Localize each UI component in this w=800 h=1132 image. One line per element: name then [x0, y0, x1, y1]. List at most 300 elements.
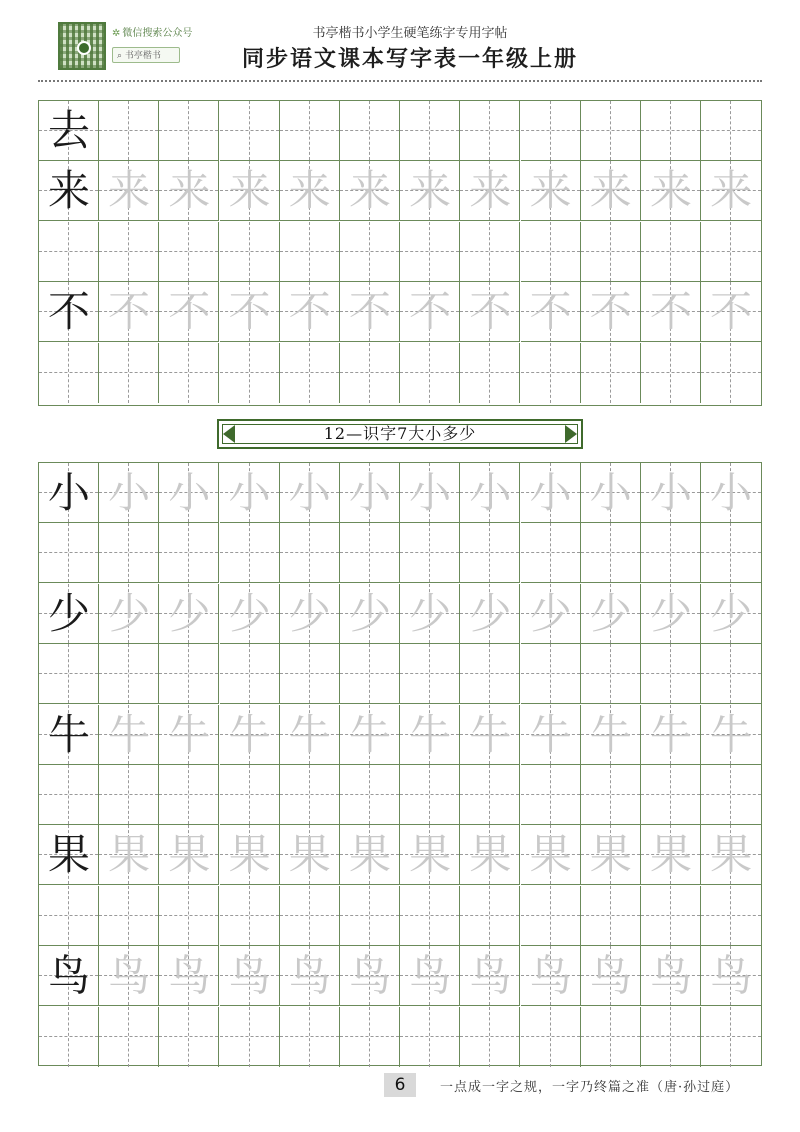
model-cell: [39, 463, 99, 523]
model-character: [39, 765, 99, 825]
trace-character: 不: [288, 287, 331, 337]
trace-cell: [581, 886, 641, 946]
trace-cell: [280, 584, 340, 644]
trace-character: [340, 523, 400, 583]
trace-cell: [99, 765, 159, 825]
trace-cell: [99, 222, 159, 282]
trace-cell: [701, 644, 761, 704]
trace-character: 牛: [529, 709, 572, 759]
trace-character: 鸟: [288, 951, 331, 1001]
trace-character: 来: [409, 166, 452, 216]
trace-character: [340, 644, 400, 704]
trace-cell: [400, 946, 460, 1006]
trace-character: 牛: [409, 709, 452, 759]
trace-character: [581, 343, 641, 403]
trace-cell: [340, 282, 400, 342]
trace-character: [220, 101, 280, 161]
trace-cell: [340, 946, 400, 1006]
trace-cell: [400, 463, 460, 523]
trace-character: [400, 343, 460, 403]
trace-character: 少: [589, 588, 632, 638]
trace-cell: [521, 1007, 581, 1067]
trace-character: 鸟: [409, 951, 452, 1001]
trace-character: 来: [348, 166, 391, 216]
trace-character: [521, 886, 581, 946]
trace-cell: [460, 343, 520, 403]
trace-character: 不: [589, 287, 632, 337]
trace-character: 牛: [108, 709, 151, 759]
practice-row: [39, 825, 761, 885]
trace-cell: [280, 946, 340, 1006]
trace-cell: [220, 282, 280, 342]
trace-cell: [641, 463, 701, 523]
trace-character: [220, 343, 280, 403]
trace-character: 鸟: [108, 951, 151, 1001]
model-cell: [39, 222, 99, 282]
model-character: 去: [47, 106, 90, 155]
trace-character: 来: [710, 166, 753, 216]
trace-character: [280, 886, 340, 946]
trace-character: [159, 644, 219, 704]
trace-cell: [220, 463, 280, 523]
trace-cell: [340, 705, 400, 765]
trace-cell: [701, 523, 761, 583]
trace-character: [220, 222, 280, 282]
trace-cell: [280, 161, 340, 221]
trace-cell: [641, 1007, 701, 1067]
model-cell: [39, 705, 99, 765]
trace-character: [701, 222, 761, 282]
trace-character: 少: [649, 588, 692, 638]
trace-cell: [220, 644, 280, 704]
trace-character: [400, 1007, 460, 1067]
trace-cell: [581, 765, 641, 825]
trace-character: [159, 343, 219, 403]
trace-cell: [159, 101, 219, 161]
page-subtitle: 书亭楷书小学生硬笔练字专用字帖: [312, 26, 508, 41]
trace-cell: [280, 886, 340, 946]
trace-character: [701, 343, 761, 403]
trace-cell: [220, 222, 280, 282]
practice-grid-2: [38, 462, 762, 1066]
trace-cell: [460, 946, 520, 1006]
trace-cell: [220, 825, 280, 885]
trace-character: 小: [228, 468, 271, 517]
trace-character: [581, 101, 641, 161]
trace-character: [99, 1007, 159, 1067]
lesson-title: 12—识字7大小多少: [323, 424, 477, 443]
trace-character: [400, 222, 460, 282]
trace-character: 来: [589, 166, 632, 216]
model-cell: [39, 343, 99, 403]
trace-cell: [280, 523, 340, 583]
trace-character: [641, 886, 701, 946]
trace-character: [521, 101, 581, 161]
trace-cell: [159, 1007, 219, 1067]
trace-cell: [701, 1007, 761, 1067]
trace-character: [581, 644, 641, 704]
trace-character: [159, 222, 219, 282]
trace-cell: [701, 946, 761, 1006]
trace-character: 来: [168, 166, 211, 216]
trace-character: [701, 765, 761, 825]
trace-cell: [641, 222, 701, 282]
practice-row: [39, 161, 761, 221]
trace-character: 果: [228, 830, 271, 880]
model-cell: [39, 644, 99, 704]
trace-character: [641, 343, 701, 403]
practice-row: [39, 946, 761, 1006]
trace-character: [280, 101, 340, 161]
trace-character: 少: [469, 588, 512, 638]
trace-cell: [99, 161, 159, 221]
trace-cell: [340, 343, 400, 403]
trace-cell: [701, 825, 761, 885]
trace-character: [701, 1007, 761, 1067]
trace-character: 小: [409, 468, 452, 517]
trace-character: [340, 886, 400, 946]
model-cell: [39, 584, 99, 644]
model-character: 少: [47, 588, 90, 638]
model-character: [39, 523, 99, 583]
trace-cell: [280, 705, 340, 765]
trace-cell: [280, 282, 340, 342]
trace-cell: [641, 343, 701, 403]
trace-cell: [159, 584, 219, 644]
trace-character: [340, 1007, 400, 1067]
trace-character: [99, 222, 159, 282]
trace-cell: [460, 825, 520, 885]
trace-cell: [280, 1007, 340, 1067]
trace-cell: [701, 765, 761, 825]
trace-cell: [220, 101, 280, 161]
trace-cell: [521, 282, 581, 342]
trace-character: 少: [288, 588, 331, 638]
trace-cell: [220, 161, 280, 221]
trace-character: 少: [228, 588, 271, 638]
trace-cell: [340, 222, 400, 282]
model-character: 鸟: [47, 951, 90, 1001]
model-cell: [39, 523, 99, 583]
model-cell: [39, 765, 99, 825]
trace-character: 果: [409, 830, 452, 880]
trace-character: [521, 644, 581, 704]
trace-character: 牛: [168, 709, 211, 759]
trace-character: [641, 523, 701, 583]
model-character: 来: [47, 166, 90, 216]
trace-character: 小: [529, 468, 572, 517]
trace-character: 果: [168, 830, 211, 880]
trace-cell: [220, 765, 280, 825]
trace-character: [99, 343, 159, 403]
trace-character: [400, 886, 460, 946]
trace-character: 鸟: [589, 951, 632, 1001]
model-character: 果: [47, 830, 90, 880]
trace-character: 小: [469, 468, 512, 517]
trace-cell: [99, 886, 159, 946]
trace-character: 来: [108, 166, 151, 216]
trace-character: 牛: [288, 709, 331, 759]
trace-character: 果: [649, 830, 692, 880]
trace-character: 少: [168, 588, 211, 638]
trace-character: 来: [649, 166, 692, 216]
trace-cell: [581, 644, 641, 704]
trace-cell: [400, 886, 460, 946]
trace-character: 小: [589, 468, 632, 517]
wechat-icon: ✲: [112, 28, 121, 39]
trace-cell: [159, 282, 219, 342]
trace-cell: [340, 101, 400, 161]
practice-row: [39, 282, 761, 342]
trace-cell: [220, 1007, 280, 1067]
trace-cell: [581, 161, 641, 221]
trace-character: [641, 101, 701, 161]
practice-grid-1: [38, 100, 762, 406]
practice-row: [39, 705, 761, 765]
trace-cell: [280, 222, 340, 282]
trace-character: [400, 101, 460, 161]
trace-cell: [400, 765, 460, 825]
trace-cell: [159, 644, 219, 704]
search-text: 书亭楷书: [124, 51, 161, 61]
trace-cell: [159, 886, 219, 946]
trace-cell: [220, 886, 280, 946]
trace-character: 小: [108, 468, 151, 517]
search-icon: ⌕: [117, 51, 123, 61]
trace-character: [641, 765, 701, 825]
trace-cell: [521, 825, 581, 885]
trace-cell: [460, 705, 520, 765]
header-divider: [38, 80, 762, 82]
trace-character: [521, 343, 581, 403]
trace-cell: [400, 343, 460, 403]
trace-cell: [280, 765, 340, 825]
trace-character: [99, 765, 159, 825]
model-character: [39, 644, 99, 704]
trace-cell: [220, 705, 280, 765]
trace-character: 不: [348, 287, 391, 337]
trace-cell: [460, 222, 520, 282]
trace-cell: [99, 463, 159, 523]
trace-character: 少: [108, 588, 151, 638]
trace-character: [460, 886, 520, 946]
trace-character: [400, 644, 460, 704]
wechat-label-text: 微信搜索公众号: [122, 28, 193, 39]
model-character: [39, 343, 99, 403]
trace-cell: [581, 523, 641, 583]
model-character: 不: [47, 287, 90, 337]
trace-cell: [641, 705, 701, 765]
trace-cell: [400, 584, 460, 644]
trace-cell: [340, 463, 400, 523]
trace-character: 鸟: [348, 951, 391, 1001]
trace-cell: [159, 463, 219, 523]
trace-character: [159, 1007, 219, 1067]
trace-cell: [220, 523, 280, 583]
trace-character: [460, 765, 520, 825]
trace-cell: [701, 886, 761, 946]
trace-cell: [220, 584, 280, 644]
trace-character: 不: [168, 287, 211, 337]
trace-character: 小: [288, 468, 331, 517]
trace-character: 果: [348, 830, 391, 880]
trace-character: [280, 343, 340, 403]
trace-character: 来: [529, 166, 572, 216]
practice-row: [39, 222, 761, 282]
trace-character: [701, 644, 761, 704]
trace-character: 鸟: [710, 951, 753, 1001]
trace-cell: [521, 886, 581, 946]
trace-character: [280, 523, 340, 583]
trace-character: 小: [710, 468, 753, 517]
trace-cell: [159, 705, 219, 765]
trace-cell: [581, 463, 641, 523]
trace-cell: [641, 161, 701, 221]
trace-character: [641, 644, 701, 704]
trace-cell: [340, 825, 400, 885]
trace-character: [340, 765, 400, 825]
trace-character: 牛: [348, 709, 391, 759]
trace-cell: [701, 282, 761, 342]
trace-character: 鸟: [469, 951, 512, 1001]
trace-cell: [641, 523, 701, 583]
practice-row: [39, 523, 761, 583]
trace-character: 牛: [469, 709, 512, 759]
trace-cell: [159, 222, 219, 282]
trace-character: [460, 523, 520, 583]
trace-cell: [581, 825, 641, 885]
trace-character: [99, 523, 159, 583]
trace-character: 果: [469, 830, 512, 880]
practice-row: [39, 644, 761, 704]
trace-cell: [400, 523, 460, 583]
trace-cell: [641, 946, 701, 1006]
trace-character: [340, 222, 400, 282]
trace-character: [159, 523, 219, 583]
model-cell: [39, 101, 99, 161]
trace-cell: [701, 463, 761, 523]
trace-character: [280, 644, 340, 704]
trace-cell: [159, 946, 219, 1006]
trace-cell: [581, 946, 641, 1006]
trace-cell: [521, 161, 581, 221]
trace-character: 不: [228, 287, 271, 337]
trace-cell: [400, 101, 460, 161]
trace-character: 不: [409, 287, 452, 337]
trace-cell: [99, 946, 159, 1006]
trace-character: [400, 765, 460, 825]
trace-cell: [159, 161, 219, 221]
trace-character: [220, 886, 280, 946]
trace-character: [581, 765, 641, 825]
page-title: 同步语文课本写字表一年级上册: [241, 46, 578, 72]
trace-character: 果: [288, 830, 331, 880]
trace-character: [581, 222, 641, 282]
model-cell: [39, 825, 99, 885]
model-cell: [39, 946, 99, 1006]
trace-cell: [340, 523, 400, 583]
trace-character: [460, 343, 520, 403]
trace-character: [460, 644, 520, 704]
trace-character: [159, 765, 219, 825]
trace-cell: [581, 222, 641, 282]
trace-cell: [581, 1007, 641, 1067]
model-cell: [39, 161, 99, 221]
trace-character: [280, 222, 340, 282]
practice-row: [39, 584, 761, 644]
trace-character: [581, 886, 641, 946]
model-character: 牛: [47, 709, 90, 759]
trace-cell: [159, 825, 219, 885]
trace-cell: [280, 343, 340, 403]
trace-cell: [99, 825, 159, 885]
trace-cell: [641, 101, 701, 161]
trace-cell: [340, 584, 400, 644]
lesson-banner: [217, 419, 583, 449]
trace-character: 果: [589, 830, 632, 880]
trace-character: [581, 1007, 641, 1067]
trace-cell: [460, 765, 520, 825]
trace-character: 果: [710, 830, 753, 880]
trace-character: 小: [649, 468, 692, 517]
trace-cell: [521, 101, 581, 161]
trace-cell: [400, 222, 460, 282]
trace-cell: [521, 644, 581, 704]
trace-character: 不: [108, 287, 151, 337]
trace-cell: [159, 343, 219, 403]
trace-character: 少: [529, 588, 572, 638]
trace-character: [340, 343, 400, 403]
trace-cell: [280, 463, 340, 523]
trace-character: [159, 886, 219, 946]
trace-character: 牛: [589, 709, 632, 759]
trace-character: [280, 765, 340, 825]
trace-character: 鸟: [529, 951, 572, 1001]
trace-cell: [641, 644, 701, 704]
trace-character: [701, 101, 761, 161]
trace-cell: [280, 825, 340, 885]
trace-cell: [701, 222, 761, 282]
trace-cell: [641, 886, 701, 946]
trace-cell: [581, 705, 641, 765]
trace-character: [460, 222, 520, 282]
trace-character: [521, 222, 581, 282]
page-number: 6: [384, 1073, 416, 1097]
trace-cell: [280, 101, 340, 161]
trace-character: [701, 523, 761, 583]
model-character: [39, 1007, 99, 1067]
trace-cell: [701, 584, 761, 644]
trace-character: [220, 1007, 280, 1067]
trace-cell: [460, 1007, 520, 1067]
trace-character: [220, 765, 280, 825]
trace-cell: [220, 946, 280, 1006]
trace-character: [460, 101, 520, 161]
trace-character: 牛: [228, 709, 271, 759]
trace-character: [641, 222, 701, 282]
trace-character: 不: [649, 287, 692, 337]
model-character: [39, 222, 99, 282]
trace-character: [581, 523, 641, 583]
trace-cell: [340, 765, 400, 825]
trace-character: 鸟: [649, 951, 692, 1001]
practice-row: [39, 765, 761, 825]
trace-cell: [460, 161, 520, 221]
practice-row: [39, 886, 761, 946]
trace-character: [340, 101, 400, 161]
trace-cell: [460, 101, 520, 161]
trace-cell: [280, 644, 340, 704]
